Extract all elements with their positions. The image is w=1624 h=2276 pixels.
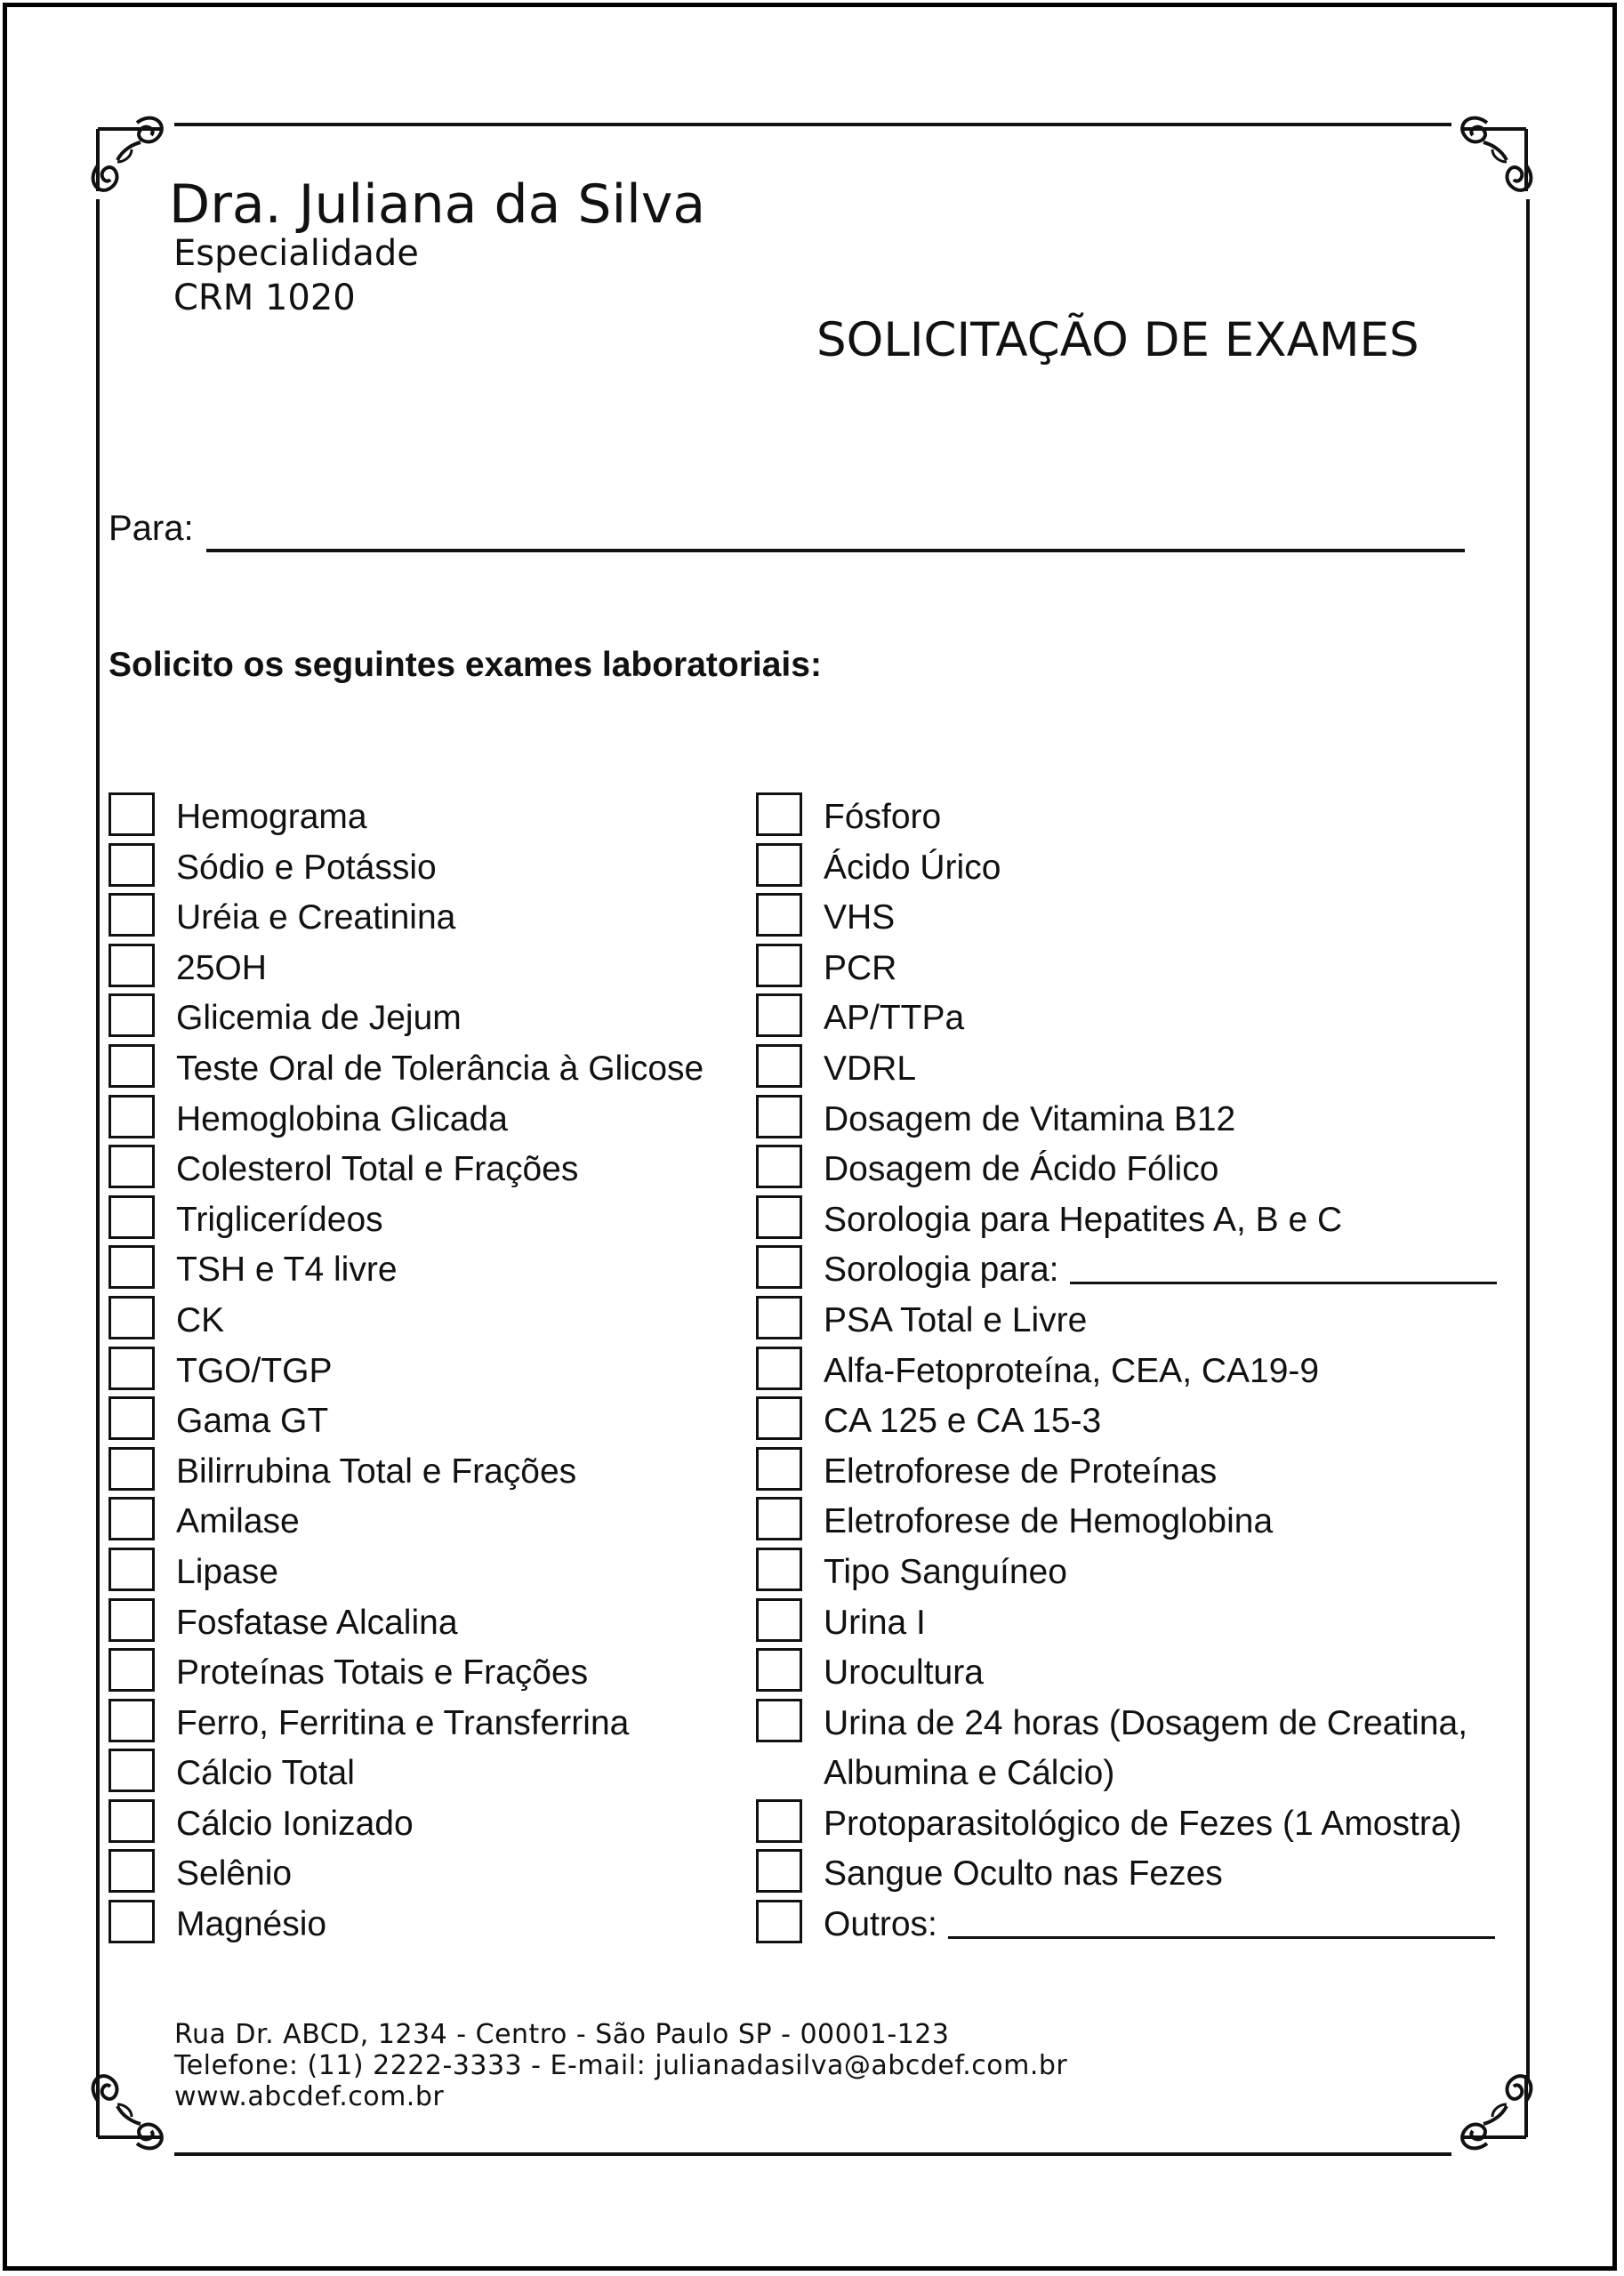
exam-label: Proteínas Totais e Frações <box>176 1653 589 1693</box>
exam-checkbox[interactable] <box>756 893 802 937</box>
exam-label: Magnésio <box>176 1905 327 1944</box>
exam-checkbox[interactable] <box>756 1195 802 1239</box>
exam-checkbox[interactable] <box>756 1347 802 1390</box>
exam-checkbox[interactable] <box>756 843 802 887</box>
exam-checkbox[interactable] <box>756 1598 802 1642</box>
exam-label: Fosfatase Alcalina <box>176 1603 458 1642</box>
exam-checkbox[interactable] <box>109 1095 155 1138</box>
exam-label: Sangue Oculto nas Fezes <box>824 1854 1223 1894</box>
exam-checkbox[interactable] <box>756 1447 802 1491</box>
footer-address: Rua Dr. ABCD, 1234 - Centro - São Paulo SP - 00001-123 <box>174 2019 950 2050</box>
exam-label: Gama GT <box>176 1402 329 1441</box>
exam-label: Bilirrubina Total e Frações <box>176 1452 577 1491</box>
exam-checkbox[interactable] <box>756 1044 802 1088</box>
footer-website[interactable]: www.abcdef.com.br <box>174 2081 445 2112</box>
exam-label: CK <box>176 1300 225 1339</box>
exam-checkbox[interactable] <box>756 993 802 1037</box>
exam-label: Selênio <box>176 1854 293 1894</box>
doctor-name: Dra. Juliana da Silva <box>169 173 706 236</box>
exam-label: Dosagem de Ácido Fólico <box>824 1150 1219 1189</box>
exam-checkbox[interactable] <box>109 1799 155 1843</box>
corner-ornament-bottom-right-icon <box>1444 2062 1542 2159</box>
exam-label: Sorologia para: <box>824 1251 1059 1290</box>
doctor-specialty: Especialidade <box>173 233 419 274</box>
exam-label: Glicemia de Jejum <box>176 999 462 1038</box>
exam-checkbox[interactable] <box>109 1145 155 1188</box>
exam-checkbox[interactable] <box>109 893 155 937</box>
exam-checkbox[interactable] <box>756 1296 802 1339</box>
footer-contact: Telefone: (11) 2222-3333 - E-mail: julianadasilva@abcdef.com.br <box>174 2050 1068 2081</box>
exam-label: Eletroforese de Hemoglobina <box>824 1502 1274 1541</box>
exam-label: Urocultura <box>824 1653 984 1693</box>
recipient-field[interactable] <box>206 549 1465 552</box>
exam-label: VDRL <box>824 1049 917 1088</box>
exam-label: VHS <box>824 898 896 937</box>
exam-checkbox[interactable] <box>109 1245 155 1289</box>
exam-label: 25OH <box>176 948 267 987</box>
exam-label: Lipase <box>176 1552 278 1591</box>
exam-checkbox[interactable] <box>109 1347 155 1390</box>
exam-label: Eletroforese de Proteínas <box>824 1452 1218 1491</box>
exam-label: Colesterol Total e Frações <box>176 1150 579 1189</box>
exam-label: Ferro, Ferritina e Transferrina <box>176 1703 630 1742</box>
exam-checkbox[interactable] <box>109 1396 155 1440</box>
exam-checkbox[interactable] <box>756 1900 802 1943</box>
exam-label-with-blank <box>824 1900 1495 1950</box>
exam-label: Cálcio Total <box>176 1754 355 1793</box>
exam-checkbox[interactable] <box>756 1245 802 1289</box>
exam-checkbox[interactable] <box>109 1648 155 1692</box>
exam-checkbox[interactable] <box>756 1497 802 1540</box>
exam-label: TSH e T4 livre <box>176 1251 398 1290</box>
exam-checkbox[interactable] <box>756 1396 802 1440</box>
exam-checkbox[interactable] <box>756 1095 802 1138</box>
exam-checkbox[interactable] <box>756 1548 802 1591</box>
exam-label: Hemograma <box>176 798 367 836</box>
exam-label: Uréia e Creatinina <box>176 898 456 937</box>
exam-label: PSA Total e Livre <box>824 1300 1088 1339</box>
outros-blank-field[interactable] <box>948 1936 1495 1939</box>
corner-ornament-top-left-icon <box>82 107 180 205</box>
exam-checkbox[interactable] <box>109 1849 155 1893</box>
exam-checkbox[interactable] <box>109 1900 155 1943</box>
exam-label: Amilase <box>176 1502 300 1541</box>
exam-label: CA 125 e CA 15-3 <box>824 1402 1102 1441</box>
exam-label: Cálcio Ionizado <box>176 1804 414 1843</box>
exam-checkbox[interactable] <box>756 1145 802 1188</box>
exam-checkbox[interactable] <box>109 1497 155 1540</box>
exam-label: Protoparasitológico de Fezes (1 Amostra) <box>824 1804 1462 1843</box>
exam-checkbox[interactable] <box>109 1749 155 1792</box>
exam-label-with-blank <box>824 1245 1497 1296</box>
exam-label: Triglicerídeos <box>176 1200 383 1239</box>
exam-checkbox[interactable] <box>756 1799 802 1843</box>
exam-label: Ácido Úrico <box>824 848 1001 887</box>
exam-checkbox[interactable] <box>109 1598 155 1642</box>
exam-checkbox[interactable] <box>109 1296 155 1339</box>
exam-label: Urina I <box>824 1603 926 1642</box>
exam-checkbox[interactable] <box>109 792 155 836</box>
exam-checkbox[interactable] <box>756 1699 802 1742</box>
sorologia-blank-field[interactable] <box>1070 1282 1497 1284</box>
exam-checkbox[interactable] <box>109 993 155 1037</box>
exam-checkbox[interactable] <box>109 1548 155 1591</box>
corner-ornament-top-right-icon <box>1444 107 1542 205</box>
exam-checkbox[interactable] <box>756 792 802 836</box>
document-title: SOLICITAÇÃO DE EXAMES <box>816 313 1419 367</box>
exam-label: Fósforo <box>824 798 942 836</box>
exam-label: Hemoglobina Glicada <box>176 1099 508 1138</box>
exam-label: Outros: <box>824 1905 937 1944</box>
exam-checkbox[interactable] <box>756 1849 802 1893</box>
exam-label: Sorologia para Hepatites A, B e C <box>824 1200 1343 1239</box>
exam-checkbox[interactable] <box>109 843 155 887</box>
recipient-label: Para: <box>109 509 194 548</box>
exam-checkbox[interactable] <box>109 1044 155 1088</box>
exam-checkbox[interactable] <box>109 1699 155 1742</box>
corner-ornament-bottom-left-icon <box>82 2062 180 2159</box>
exam-label: TGO/TGP <box>176 1351 333 1390</box>
exam-label: Albumina e Cálcio) <box>824 1754 1115 1793</box>
exam-checkbox[interactable] <box>109 1195 155 1239</box>
exam-label: Urina de 24 horas (Dosagem de Creatina, <box>824 1703 1468 1742</box>
exam-checkbox[interactable] <box>756 1648 802 1692</box>
instruction-heading: Solicito os seguintes exames laboratoriais: <box>109 646 822 684</box>
doctor-crm: CRM 1020 <box>173 277 356 318</box>
exam-label: Sódio e Potássio <box>176 848 437 887</box>
exam-checkbox[interactable] <box>756 944 802 987</box>
exam-label: Tipo Sanguíneo <box>824 1552 1067 1591</box>
exam-label: Teste Oral de Tolerância à Glicose <box>176 1049 704 1088</box>
exam-label: Dosagem de Vitamina B12 <box>824 1099 1236 1138</box>
exam-label: Alfa-Fetoproteína, CEA, CA19-9 <box>824 1351 1320 1390</box>
exam-checkbox[interactable] <box>109 1447 155 1491</box>
exam-label: PCR <box>824 948 897 987</box>
exam-checkbox[interactable] <box>109 944 155 987</box>
exam-label: AP/TTPa <box>824 999 965 1038</box>
